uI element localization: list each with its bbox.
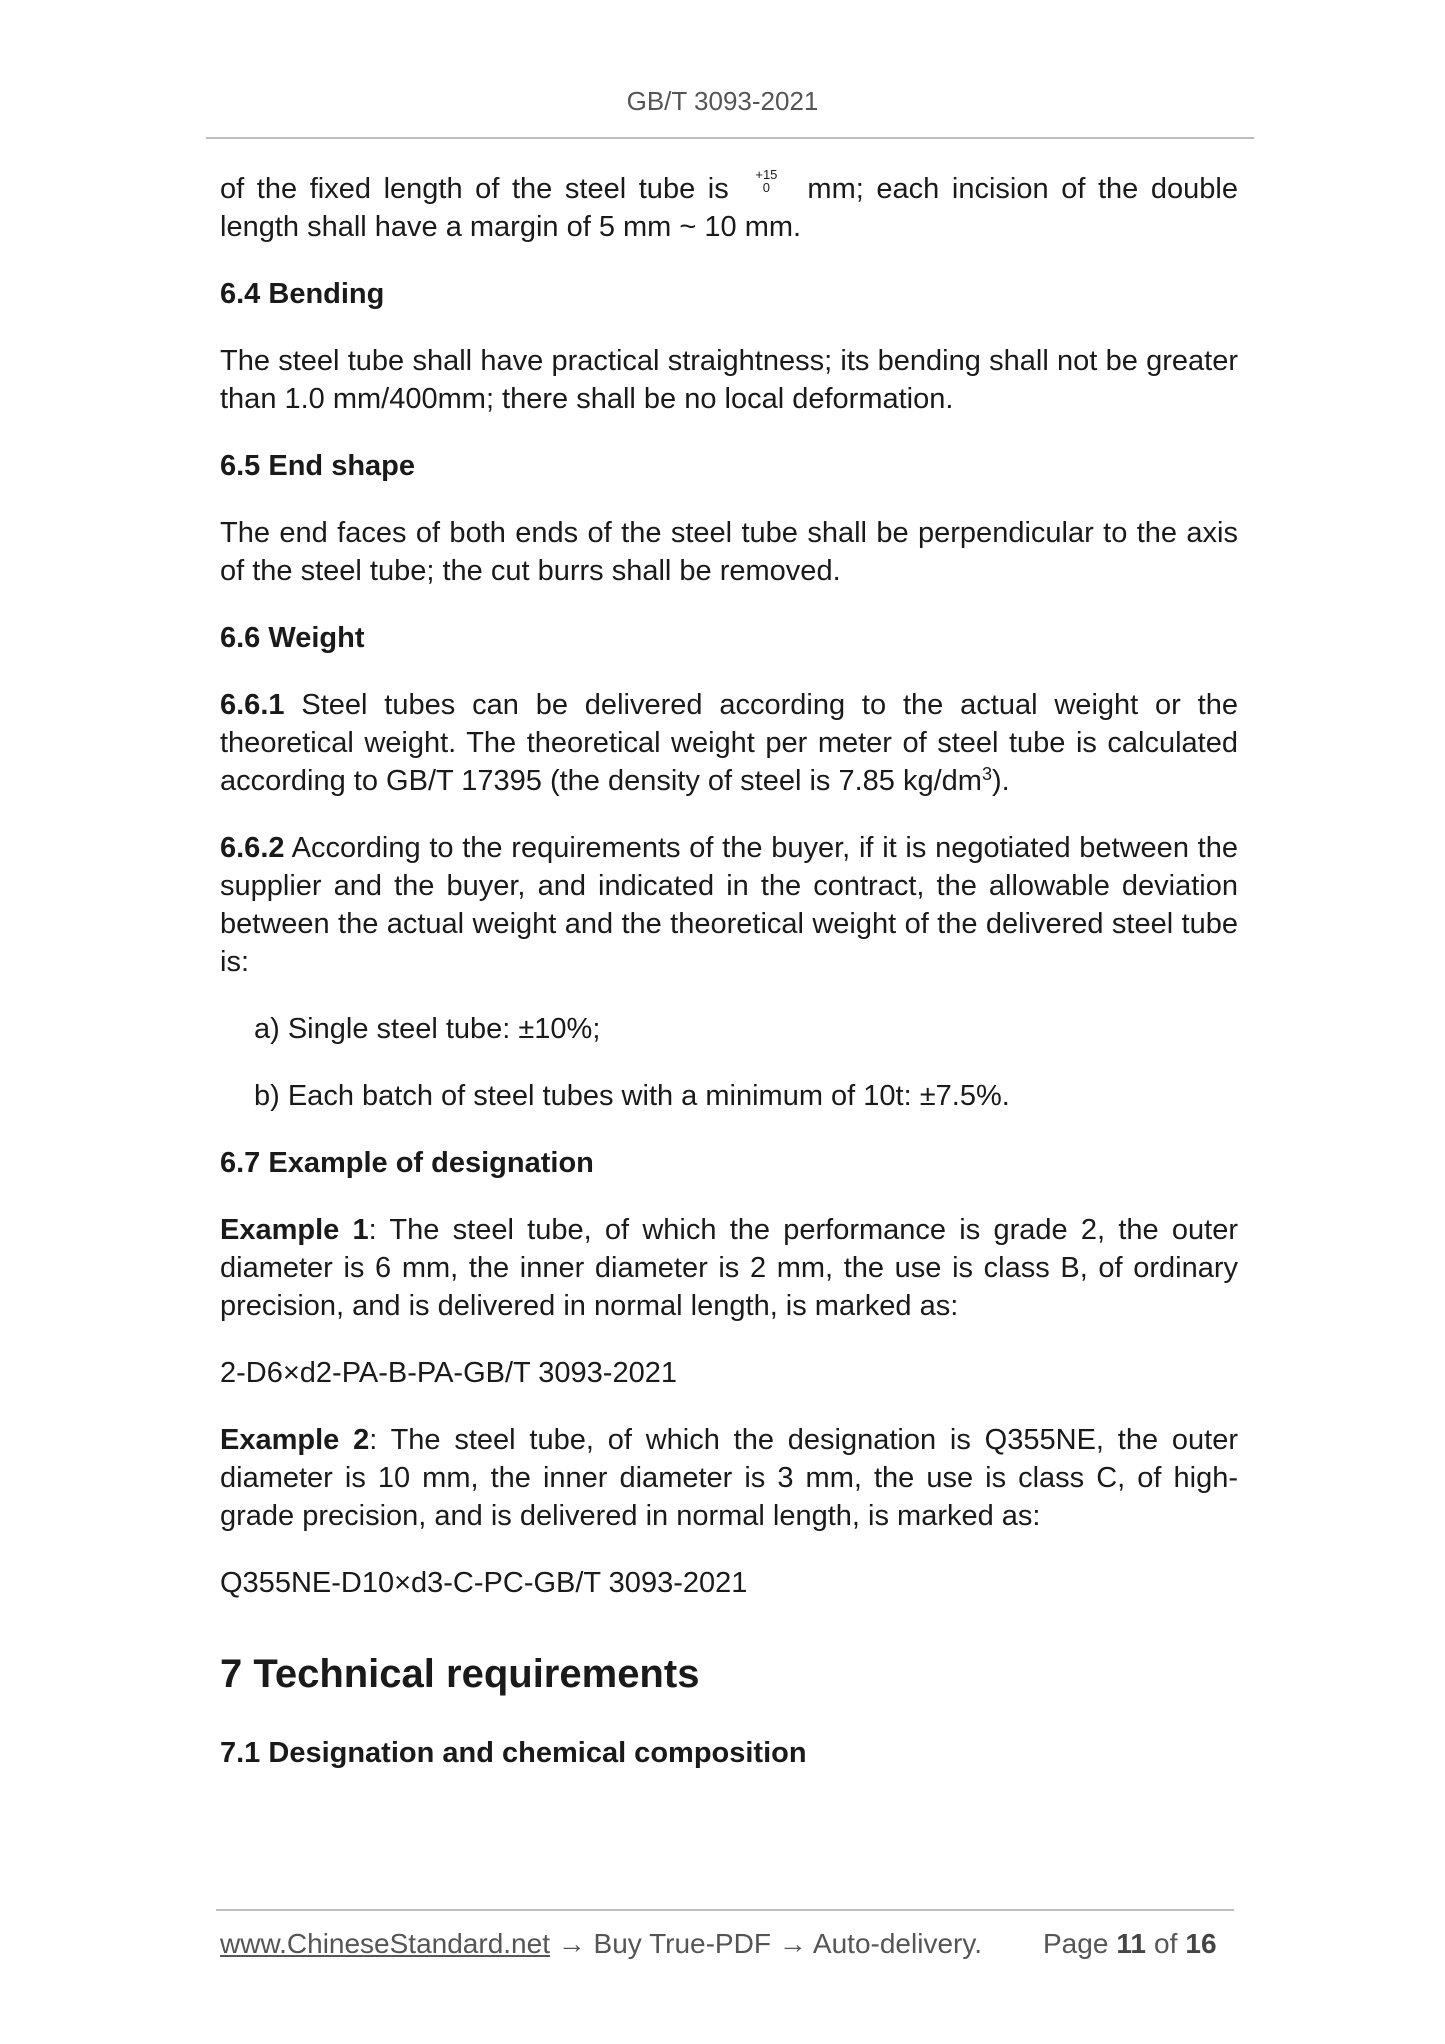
length-text-start: of the fixed length of the steel tube is xyxy=(220,173,742,205)
clause-text: According to the requirements of the buyer, if it is negotiated between the supplier and the buyer, and indicated in the contract, the allowable deviation between the actual weight and the theoretical weight of the delivered steel tube is: xyxy=(220,832,1238,978)
footer-tail: → Buy True-PDF → Auto-delivery. xyxy=(549,1928,983,1959)
footer-text xyxy=(220,1928,982,1960)
section-6-6-heading: 6.6 Weight xyxy=(220,622,365,654)
section-6-5-text: The end faces of both ends of the steel tube shall be perpendicular to the axis of the steel tube; the cut burrs shall be removed. xyxy=(220,517,1238,587)
section-6-4-text: The steel tube shall have practical straightness; its bending shall not be greater than 1.0 mm/400mm; there shall be no local deformation. xyxy=(220,345,1238,415)
of-word: of xyxy=(1154,1928,1178,1959)
length-paragraph xyxy=(220,168,1238,246)
footer-divider xyxy=(216,1909,1234,1911)
page-word: Page xyxy=(1043,1928,1109,1959)
section-7-1-heading: 7.1 Designation and chemical composition xyxy=(220,1737,807,1769)
clause-number: 6.6.2 xyxy=(220,832,285,864)
example-text: : The steel tube, of which the performance is grade 2, the outer diameter is 6 mm, the inner diameter is 2 mm, the use is class B, of ordinary precision, and is delivered in normal length, is marked as: xyxy=(220,1214,1238,1322)
superscript: 3 xyxy=(981,764,992,784)
header-divider xyxy=(206,137,1254,139)
list-item-b: b) Each batch of steel tubes with a minimum of 10t: ±7.5%. xyxy=(254,1080,1010,1112)
chapter-7-heading: 7 Technical requirements xyxy=(220,1652,700,1696)
clause-6-6-1 xyxy=(220,686,1238,800)
section-6-4-heading: 6.4 Bending xyxy=(220,278,385,310)
example-1 xyxy=(220,1211,1238,1325)
example-text: : The steel tube, of which the designation is Q355NE, the outer diameter is 10 mm, the inner diameter is 3 mm, the use is class C, of high-grade precision, and is delivered in normal length, is marked as: xyxy=(220,1424,1238,1532)
example-label: Example 1 xyxy=(220,1214,369,1246)
clause-text: Steel tubes can be delivered according to the actual weight or the theoretical weight. The theoretical weight per meter of steel tube is calculated according to GB/T 17395 (the density of steel is 7.85 kg/dm xyxy=(220,689,1238,797)
length-tolerance xyxy=(755,168,777,194)
page-number xyxy=(1043,1928,1225,1960)
clause-number: 6.6.1 xyxy=(220,689,285,721)
website-link[interactable]: www.ChineseStandard.net xyxy=(220,1928,550,1959)
document-body xyxy=(220,168,1238,1772)
list-item-a: a) Single steel tube: ±10%; xyxy=(254,1013,601,1045)
clause-6-6-2 xyxy=(220,829,1238,981)
example-label: Example 2 xyxy=(220,1424,370,1456)
tolerance-upper: +15 xyxy=(755,167,778,182)
page-header: GB/T 3093-2021 xyxy=(626,86,819,116)
section-6-7-heading: 6.7 Example of designation xyxy=(220,1147,594,1179)
total-pages: 16 xyxy=(1185,1928,1217,1959)
section-6-5-heading: 6.5 End shape xyxy=(220,450,416,482)
current-page: 11 xyxy=(1116,1928,1147,1959)
length-text-end: mm; each incision of the double length shall have a margin of 5 mm ~ 10 mm. xyxy=(220,173,1238,243)
clause-end: ). xyxy=(991,765,1010,797)
example-2 xyxy=(220,1421,1238,1535)
example-1-designation: 2-D6×d2-PA-B-PA-GB/T 3093-2021 xyxy=(220,1357,677,1389)
tolerance-lower: 0 xyxy=(762,180,770,195)
example-2-designation: Q355NE-D10×d3-C-PC-GB/T 3093-2021 xyxy=(220,1567,748,1599)
